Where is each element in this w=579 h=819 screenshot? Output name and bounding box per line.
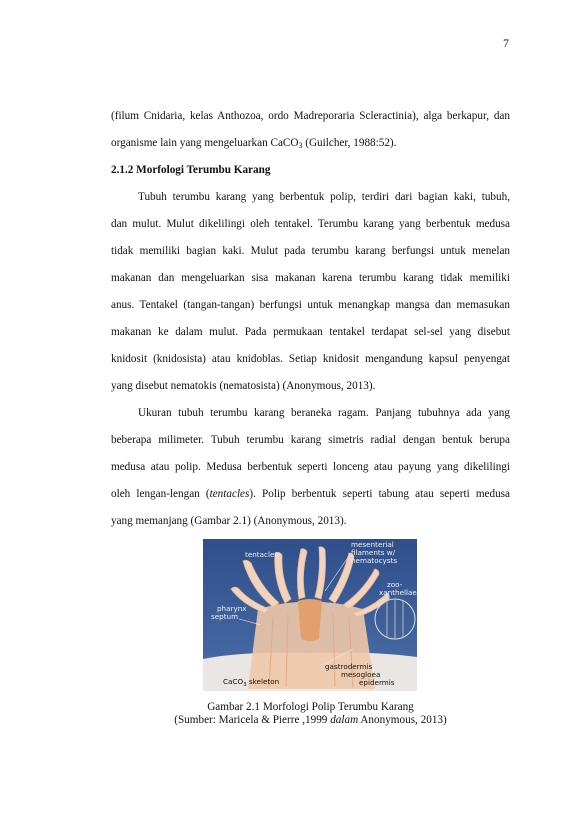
label-zoo-2: xanthellae bbox=[379, 588, 417, 597]
paragraph-3-line-2: beberapa milimeter. Tubuh terumbu karang simetris radial dengan bentuk berupa bbox=[111, 434, 510, 446]
label-mesenterial-1: mesenterial bbox=[351, 540, 394, 549]
label-epidermis: epidermis bbox=[359, 678, 395, 687]
paragraph-3-line-5: yang memanjang (Gambar 2.1) (Anonymous, 2013). bbox=[111, 515, 347, 527]
label-zoo-1: zoo- bbox=[387, 580, 403, 589]
subscript: 3 bbox=[298, 141, 303, 150]
paragraph-2-line-8: yang disebut nematokis (nematosista) (Anonymous, 2013). bbox=[111, 380, 376, 392]
paragraph-3-line-4: oleh lengan-lengan (tentacles). Polip berbentuk seperti tabung atau seperti medusa bbox=[111, 488, 511, 500]
page-number: 7 bbox=[503, 36, 509, 50]
figure-caption-line-1: Gambar 2.1 Morfologi Polip Terumbu Karang bbox=[207, 701, 414, 713]
paragraph-2-line-2: dan mulut. Mulut dikelilingi oleh tentakel. Terumbu karang yang berbentuk medusa bbox=[111, 218, 510, 230]
label-skeleton: CaCO$_3$ skeleton bbox=[223, 677, 280, 688]
paragraph-2-line-3: tidak memiliki bagian kaki. Mulut pada terumbu karang berfungsi untuk menelan bbox=[111, 245, 510, 257]
label-pharynx: pharynx bbox=[217, 604, 247, 613]
label-gastrodermis: gastrodermis bbox=[325, 662, 373, 671]
coral-polyp-figure bbox=[203, 539, 417, 691]
paragraph-2-line-6: makanan ke dalam mulut. Pada permukaan tentakel terdapat sel-sel yang disebut bbox=[111, 326, 510, 338]
paragraph-1-line-1: (filum Cnidaria, kelas Anthozoa, ordo Madreporaria Scleractinia), alga berkapur, dan bbox=[111, 110, 510, 122]
paragraph-1-line-2: organisme lain yang mengeluarkan CaCO$_3$ (Guilcher, 1988:52). bbox=[111, 137, 397, 150]
label-mesogloea: mesogloea bbox=[341, 670, 381, 679]
paragraph-2-line-1: Tubuh terumbu karang yang berbentuk polip, terdiri dari bagian kaki, tubuh, bbox=[138, 191, 510, 203]
italic-dalam: dalam bbox=[330, 714, 359, 726]
figure-caption-line-2: (Sumber: Maricela & Pierre ,1999 dalam Anonymous, 2013) bbox=[174, 714, 447, 726]
paragraph-2-line-7: knidosit (knidosista) atau knidoblas. Setiap knidosit mengandung kapsul penyengat bbox=[111, 353, 510, 365]
paragraph-2-line-4: makanan dan mengeluarkan sisa makanan karena terumbu karang tidak memiliki bbox=[111, 272, 510, 284]
label-mesenterial-2: filaments w/ bbox=[351, 548, 396, 557]
paragraph-3-line-1: Ukuran tubuh terumbu karang beraneka ragam. Panjang tubuhnya ada yang bbox=[138, 407, 510, 419]
paragraph-3-line-3: medusa atau polip. Medusa berbentuk seperti lonceng atau payung yang dikelilingi bbox=[111, 461, 510, 473]
italic-term: tentacles bbox=[209, 488, 250, 500]
label-septum: septum bbox=[211, 612, 239, 621]
paragraph-2-line-5: anus. Tentakel (tangan-tangan) berfungsi untuk menangkap mangsa dan memasukan bbox=[111, 299, 510, 311]
section-heading: 2.1.2 Morfologi Terumbu Karang bbox=[111, 164, 271, 176]
label-mesenterial-3: nematocysts bbox=[351, 556, 398, 565]
coral-polyp-illustration bbox=[203, 539, 417, 691]
label-tentacles: tentacles bbox=[245, 550, 279, 559]
pharynx-shape bbox=[298, 599, 322, 641]
